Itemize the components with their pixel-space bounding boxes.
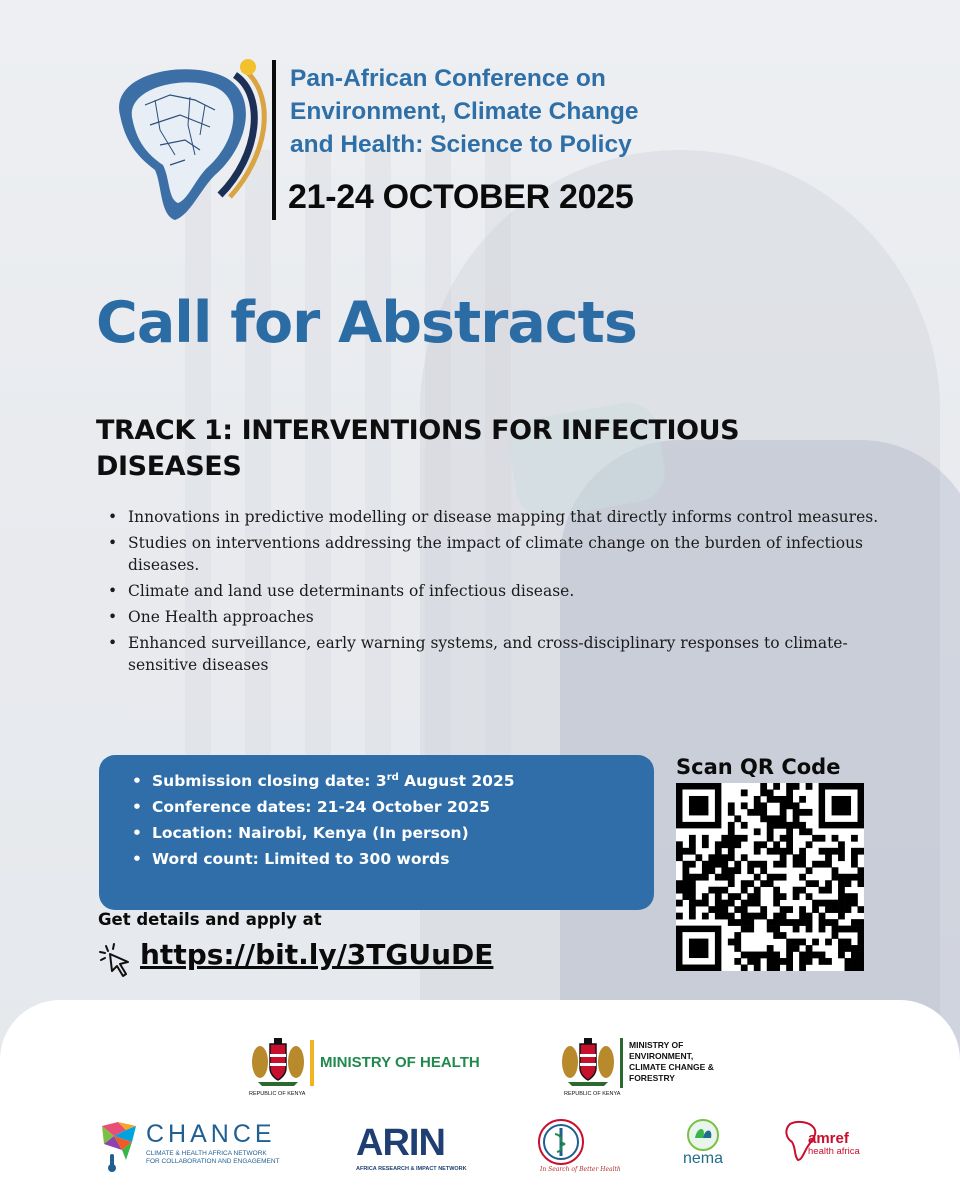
- chance-sub-line: CLIMATE & HEALTH AFRICA NETWORK: [146, 1150, 267, 1157]
- closing-date-prefix: Submission closing date: 3: [152, 772, 387, 790]
- partner-footer: [0, 1000, 960, 1200]
- amref-logo-name: amref: [808, 1130, 849, 1147]
- closing-date-month: August 2025: [398, 772, 515, 790]
- list-item: • One Health approaches: [104, 606, 884, 628]
- topic-list: [104, 506, 884, 680]
- moe-line: CLIMATE CHANGE &: [629, 1062, 714, 1072]
- nema-logo-name: nema: [683, 1150, 724, 1167]
- list-item: • Climate and land use determinants of infectious disease.: [104, 580, 884, 602]
- closing-date: [130, 768, 515, 794]
- arin-logo-name: ARIN: [356, 1122, 445, 1164]
- location-item: • Location: Nairobi, Kenya (In person): [130, 820, 515, 846]
- conference-dates: 21-24 OCTOBER 2025: [288, 178, 634, 216]
- seal-caption: REPUBLIC OF KENYA: [564, 1091, 621, 1097]
- moh-divider: [310, 1040, 314, 1086]
- moe-line: FORESTRY: [629, 1073, 675, 1083]
- amref-logo-subtitle: health africa: [808, 1146, 860, 1157]
- list-item: • Innovations in predictive modelling or disease mapping that directly informs control measures.: [104, 506, 884, 528]
- kenya-coat-of-arms-icon: [248, 1032, 308, 1094]
- chance-sub-line: FOR COLLABORATION AND ENGAGEMENT: [146, 1158, 280, 1165]
- kemri-emblem-icon: [535, 1118, 587, 1166]
- page-title: Call for Abstracts: [96, 290, 637, 356]
- title-line: Pan-African Conference on: [290, 65, 606, 92]
- seal-caption: REPUBLIC OF KENYA: [249, 1091, 306, 1097]
- arin-logo-subtitle: AFRICA RESEARCH & IMPACT NETWORK: [356, 1166, 467, 1172]
- list-item: • Enhanced surveillance, early warning systems, and cross-disciplinary responses to climate-sensitive diseases: [104, 632, 884, 676]
- conference-dates-item: • Conference dates: 21-24 October 2025: [130, 794, 515, 820]
- qr-code[interactable]: [676, 783, 864, 971]
- list-item: • Studies on interventions addressing the impact of climate change on the burden of infectious diseases.: [104, 532, 884, 576]
- moe-divider: [620, 1038, 623, 1088]
- chance-africa-icon: [96, 1118, 144, 1174]
- key-facts-list: [130, 768, 515, 872]
- kenya-coat-of-arms-icon: [558, 1032, 618, 1094]
- moe-line: ENVIRONMENT,: [629, 1051, 694, 1061]
- conference-logo: [100, 55, 275, 225]
- title-line: Environment, Climate Change: [290, 98, 639, 125]
- conference-title: [290, 62, 750, 161]
- header-divider: [272, 60, 276, 220]
- closing-date-suffix-ordinal: rd: [386, 771, 399, 783]
- apply-prompt: Get details and apply at: [98, 910, 322, 929]
- cursor-click-icon: [96, 940, 136, 980]
- ministry-of-environment-logo: [629, 1040, 714, 1084]
- word-count-item: • Word count: Limited to 300 words: [130, 846, 515, 872]
- chance-logo-subtitle: [146, 1150, 280, 1166]
- qr-label: Scan QR Code: [676, 755, 841, 779]
- ministry-of-health-logo: MINISTRY OF HEALTH: [320, 1054, 480, 1071]
- track-title: TRACK 1: INTERVENTIONS FOR INFECTIOUS DISEASES: [96, 415, 740, 482]
- nema-leaf-icon: [683, 1118, 723, 1152]
- chance-logo-name: CHANCE: [146, 1120, 276, 1148]
- moe-line: MINISTRY OF: [629, 1040, 684, 1050]
- apply-link[interactable]: https://bit.ly/3TGUuDE: [140, 938, 494, 971]
- title-line: and Health: Science to Policy: [290, 131, 632, 158]
- kemri-tagline: In Search of Better Health: [540, 1166, 621, 1173]
